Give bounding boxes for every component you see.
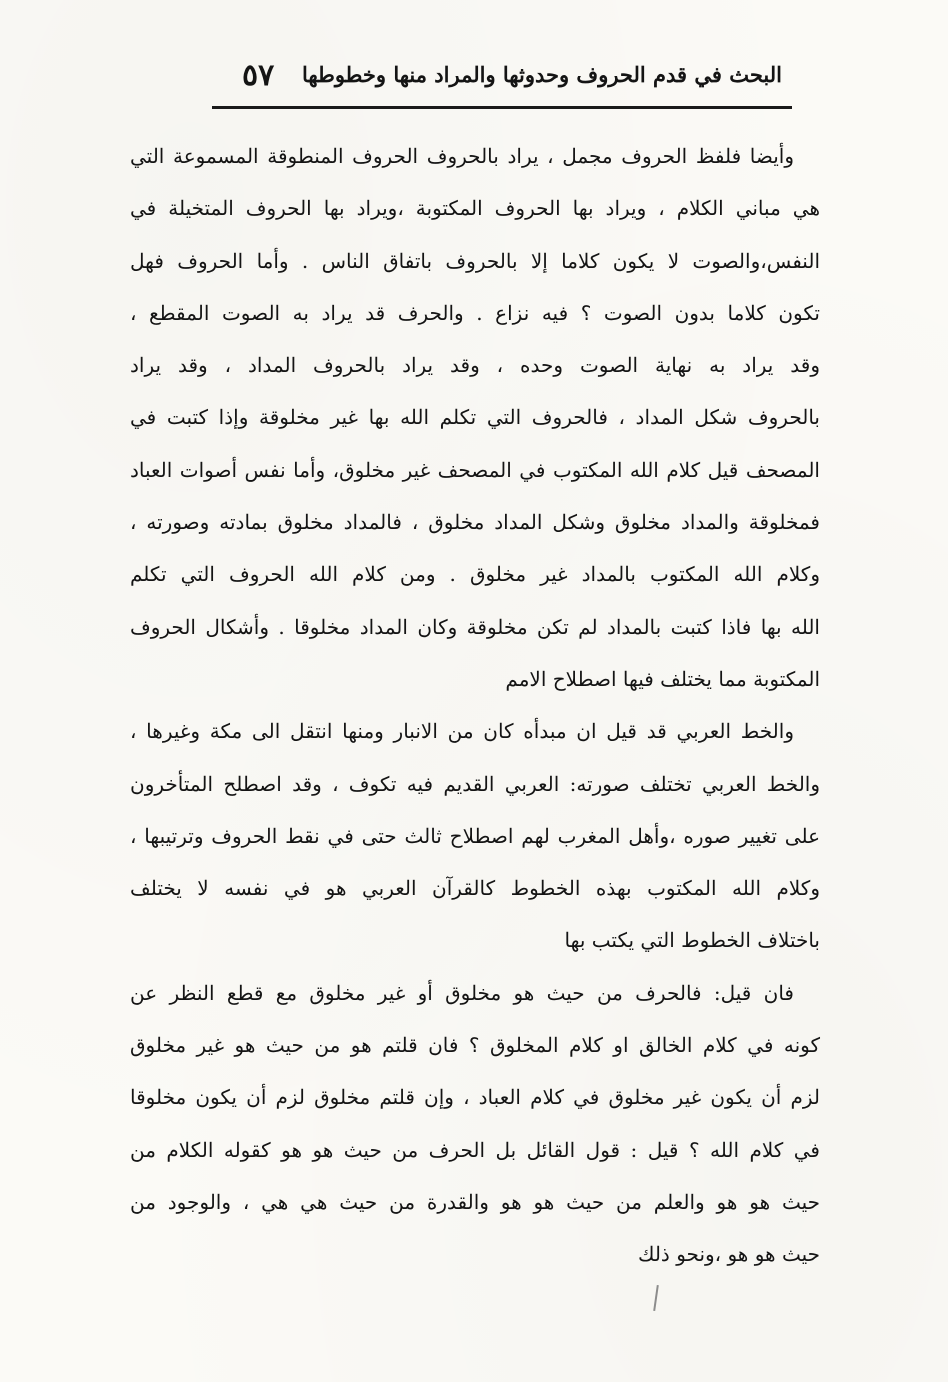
- text-line: وكلام الله المكتوب بهذه الخطوط كالقرآن العربي هو في نفسه لا يختلف: [130, 876, 820, 901]
- text-line: والخط العربي تختلف صورته: العربي القديم فيه تكوف ، وقد اصطلح المتأخرون: [130, 771, 820, 796]
- text-line: والخط العربي قد قيل ان مبدأه كان من الانبار ومنها انتقل الى مكة وغيرها ،: [130, 719, 794, 744]
- text-line: النفس،والصوت لا يكون كلاما إلا بالحروف باتفاق الناس . وأما الحروف فهل: [130, 248, 820, 273]
- text-line: في كلام الله ؟ قيل : قول القائل بل الحرف من حيث هو هو كقوله الكلام من: [130, 1137, 820, 1162]
- text-line: لزم أن يكون غير مخلوق في كلام العباد ، وإن قلتم مخلوق لزم أن يكون مخلوقا: [130, 1085, 820, 1110]
- page-number: ٥٧: [242, 58, 275, 93]
- text-line: حيث هو هو والعلم من حيث هو هو والقدرة من حيث هي هي ، والوجود من: [130, 1189, 820, 1214]
- text-line: الله بها فاذا كتبت بالمداد لم تكن مخلوقة وكان المداد مخلوقا . وأشكال الحروف: [130, 614, 820, 639]
- text-line: حيث هو هو ،ونحو ذلك: [637, 1242, 820, 1267]
- text-line: فمخلوقة والمداد مخلوق وشكل المداد مخلوق ، فالمداد مخلوق بمادته وصورته ،: [130, 510, 820, 535]
- running-title: البحث في قدم الحروف وحدوثها والمراد منها وخطوطها: [302, 62, 782, 87]
- body-text: [130, 130, 820, 1281]
- text-line: على تغيير صوره ،وأهل المغرب لهم اصطلاح ثالث حتى في نقط الحروف وترتيبها ،: [130, 823, 820, 848]
- paragraph-3: [130, 967, 820, 1281]
- text-line: وأيضا فلفظ الحروف مجمل ، يراد بالحروف الحروف المنطوقة المسموعة التي: [130, 144, 794, 168]
- text-line: المكتوبة مما يختلف فيها اصطلاح الامم: [505, 666, 820, 691]
- text-line: كونه في كلام الخالق او كلام المخلوق ؟ فان قلتم هو من حيث هو غير مخلوق: [130, 1033, 820, 1058]
- paragraph-2: [130, 705, 820, 966]
- text-line: المصحف قيل كلام الله المكتوب في المصحف غير مخلوق، وأما نفس أصوات العباد: [130, 457, 820, 482]
- margin-scan-mark: [653, 1285, 659, 1311]
- text-line: فان قيل: فالحرف من حيث هو مخلوق أو غير مخلوق مع قطع النظر عن: [130, 980, 794, 1005]
- text-line: بالحروف شكل المداد ، فالحروف التي تكلم الله بها غير مخلوقة وإذا كتبت في: [130, 405, 820, 430]
- text-line: تكون كلاما بدون الصوت ؟ فيه نزاع . والحرف قد يراد به الصوت المقطع ،: [130, 300, 820, 325]
- text-line: وكلام الله المكتوب بالمداد غير مخلوق . ومن كلام الله الحروف التي تكلم: [130, 562, 820, 587]
- text-line: باختلاف الخطوط التي يكتب بها: [564, 928, 820, 953]
- paragraph-1: [130, 130, 820, 705]
- text-line: هي مباني الكلام ، ويراد بها الحروف المكتوبة ،ويراد بها الحروف المتخيلة في: [130, 196, 820, 221]
- text-line: وقد يراد به نهاية الصوت وحده ، وقد يراد بالحروف المداد ، وقد يراد: [130, 353, 820, 378]
- header-rule: [212, 106, 792, 109]
- running-header: [212, 58, 782, 98]
